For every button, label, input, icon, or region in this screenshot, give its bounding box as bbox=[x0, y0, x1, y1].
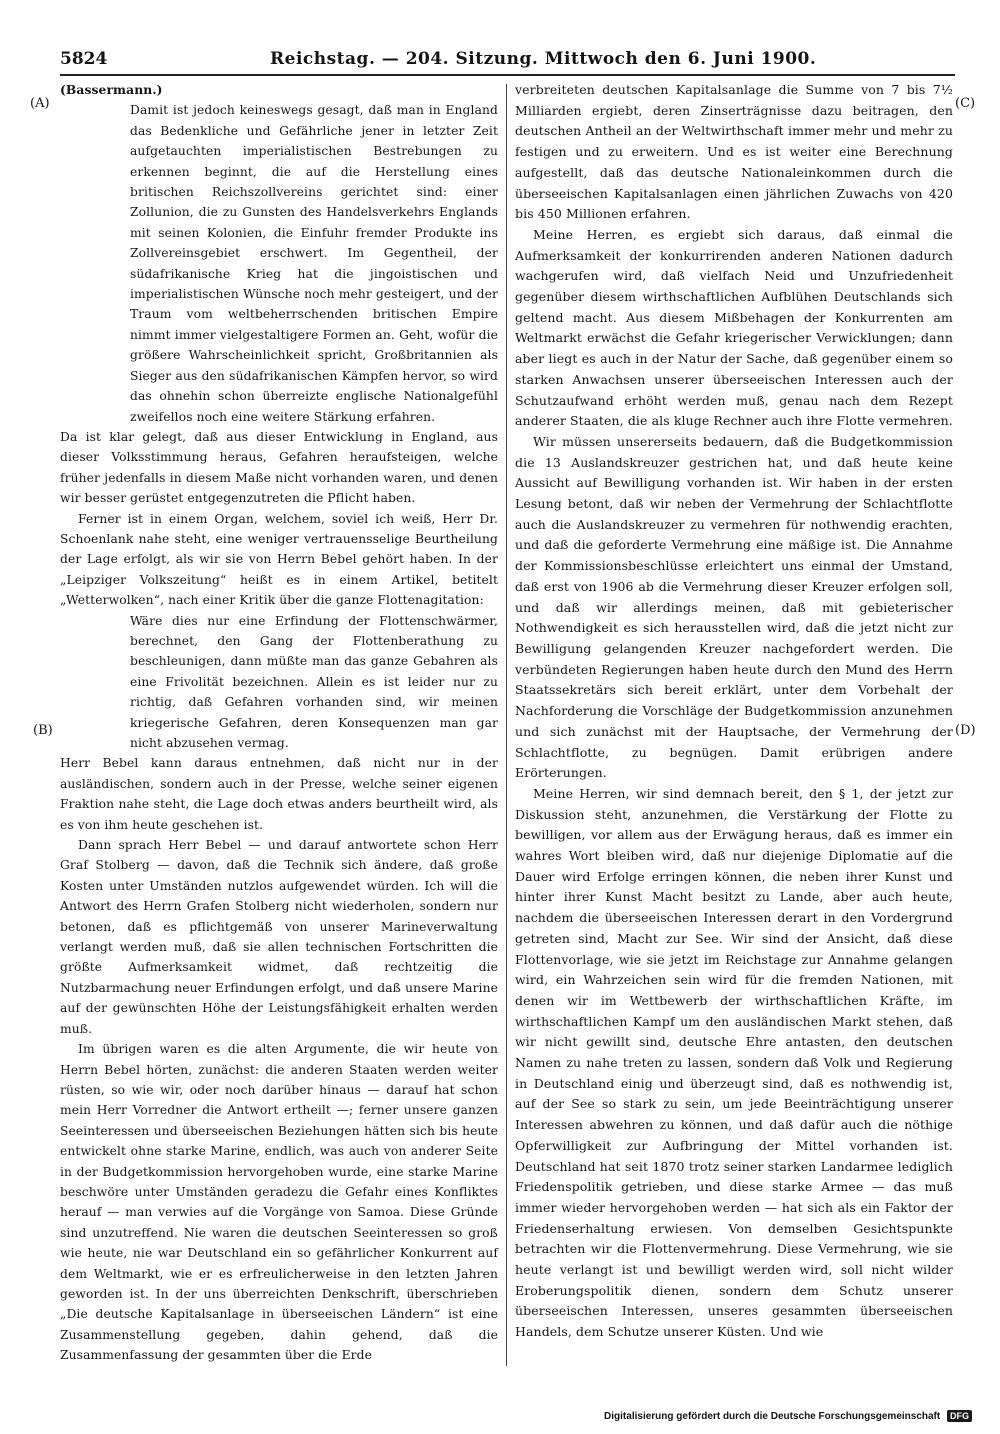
dfg-logo: DFG bbox=[947, 1410, 972, 1422]
paragraph: verbreiteten deutschen Kapitalsanlage die Summe von 7 bis 7½ Milliarden ergiebt, deren Zinserträgnisse dazu beitragen, den deutschen Antheil an der Weltwirthschaft immer mehr und mehr zu festigen und zu erweitern. Und es ist weiter eine Berechnung aufgestellt, daß das deutsche Nationaleinkommen durch die überseeischen Kapitalsanlagen einen jährlichen Zuwachs von 420 bis 450 Millionen erfahren. bbox=[515, 82, 953, 222]
paragraph: Ferner ist in einem Organ, welchem, soviel ich weiß, Herr Dr. Schoenlank nahe steht, eine weniger vertrauensselige Beurtheilung der Lage erfolgt, als wir sie von Herrn Bebel gehört haben. In der „Leipziger Volkszeitung“ heißt es in einem Artikel, betitelt „Wetterwolken“, nach einer Kritik über die ganze Flottenagitation: bbox=[60, 511, 498, 608]
quotation-1-text: Damit ist jedoch keineswegs gesagt, daß man in England das Bedenkliche und Gefährliche jener in letzter Zeit aufgetauchten imperialistischen Bestrebungen zu erkennen beginnt, die auf die Herstellung eines britischen Reichszollvereins gerichtet sind: einer Zollunion, die zu Gunsten des Handelsverkehrs Englands mit seinen Kolonien, die Einfuhr fremder Produkte ins Zollvereinsgebiet erschwert. Im Gegentheil, der südafrikanische Krieg hat die jingoistischen und imperialistischen Wünsche noch mehr gesteigert, und der Traum vom weltbeherrschenden britischen Empire nimmt immer vielgestaltigere Formen an. Geht, wofür die größere Wahrscheinlichkeit spricht, Großbritannien als Sieger aus den südafrikanischen Kämpfen hervor, so wird das ohnehin schon überreizte englische Nationalgefühl zweifellos noch eine weitere Stärkung erfahren. bbox=[130, 103, 498, 424]
quotation-2 bbox=[130, 611, 498, 754]
paragraph: Meine Herren, es ergiebt sich daraus, daß einmal die Aufmerksamkeit der konkurrirenden anderen Nationen dadurch wachgerufen wird, daß vielfach Neid und Unzufriedenheit gegenüber diesem wirthschaftlichen Aufblühen Deutschlands sich geltend macht. Aus diesem Mißbehagen der Konkurrenten am Weltmarkt erwächst die Gefahr kriegerischer Verwicklungen; dann aber liegt es auch in der Natur der Sache, daß gegenüber einem so starken Anwachsen unserer überseeischen Interessen auch der Schutzaufwand erhöht werden muß, genau nach dem Rezept anderer Staaten, die als kluge Rechner auch ihre Flotte vermehren. bbox=[515, 226, 953, 429]
right-column bbox=[515, 80, 953, 1370]
digitization-credit bbox=[604, 1410, 972, 1422]
speaker-name: (Bassermann.) bbox=[60, 82, 163, 97]
margin-mark-d: (D) bbox=[955, 723, 976, 738]
page-header bbox=[60, 46, 955, 72]
margin-mark-a: (A) bbox=[30, 96, 50, 111]
page-number: 5824 bbox=[60, 49, 108, 69]
header-rule bbox=[60, 74, 955, 76]
quotation-1 bbox=[130, 100, 498, 427]
paragraph: Da ist klar gelegt, daß aus dieser Entwicklung in England, aus dieser Volksstimmung heraus, Gefahren heraufsteigen, welche früher jedenfalls in diesem Maße nicht vorhanden waren, und denen wir besser gerüstet entgegenzutreten die Pflicht haben. bbox=[60, 429, 498, 506]
margin-mark-b: (B) bbox=[33, 723, 53, 738]
paragraph: Herr Bebel kann daraus entnehmen, daß nicht nur in der ausländischen, sondern auch in der Presse, welche seiner eigenen Fraktion nahe steht, die Lage doch etwas anders beurtheilt wird, als es von ihm heute geschehen ist. bbox=[60, 756, 498, 832]
credit-text: Digitalisierung gefördert durch die Deutsche Forschungsgemeinschaft bbox=[604, 1411, 941, 1422]
quotation-2-text: Wäre dies nur eine Erfindung der Flottenschwärmer, berechnet, den Gang der Flottenberathung zu beschleunigen, dann müßte man das ganze Gebahren als eine Frivolität bezeichnen. Allein es ist leider nur zu richtig, daß Gefahren vorhanden sind, wir meinen kriegerische Gefahren, deren Konsequenzen man gar nicht abzusehen vermag. bbox=[130, 613, 498, 750]
paragraph: Meine Herren, wir sind demnach bereit, den § 1, der jetzt zur Diskussion steht, anzunehmen, die Verstärkung der Flotte zu bewilligen, vor allem aus der Erwägung heraus, daß es immer ein wahres Wort bleiben wird, daß nur diejenige Diplomatie auf die Dauer wird Erfolge erringen können, die neben ihrer Kunst und hinter ihrer Kunst Macht besitzt zu Lande, aber auch heute, nachdem die überseeischen Interessen derart in den Vordergrund getreten sind, Macht zur See. Wir sind der Ansicht, daß diese Flottenvorlage, wie sie jetzt im Reichstage zur Annahme gelangen wird, ein Wahrzeichen sein wird für die fremden Nationen, mit denen wir im Wettbewerb der wirthschaftlichen Kräfte, im wirthschaftlichen Kampf um den ausländischen Markt stehen, daß wir nicht gewillt sind, deutsche Ehre antasten, den deutschen Namen zu nahe treten zu lassen, sondern daß Volk und Regierung in Deutschland einig und überzeugt sind, daß es nothwendig ist, auf der See so stark zu sein, um jede Beeinträchtigung unserer Interessen abwehren zu können, und daß dafür auch die nöthige Opferwilligkeit zur Aufbringung der Mittel vorhanden ist. Deutschland hat seit 1870 trotz seiner starken Landarmee lediglich Friedenspolitik getrieben, und diese starke Armee — das muß immer wieder hervorgehoben werden — hat sich als ein Faktor der Friedenserhaltung erwiesen. Von demselben Gesichtspunkte betrachten wir die Flottenvermehrung. Diese Vermehrung, wie sie heute verlangt ist und bewilligt werden wird, soll nicht wilder Eroberungspolitik dienen, sondern dem Schutz unserer überseeischen Interessen, unseres gesammten überseeischen Handels, dem Schutze unserer Küsten. Und wie bbox=[515, 785, 953, 1340]
left-column bbox=[60, 80, 498, 1370]
margin-mark-c: (C) bbox=[955, 96, 976, 111]
paragraph: Wir müssen unsererseits bedauern, daß die Budgetkommission die 13 Auslandskreuzer gestrichen hat, und daß heute keine Aussicht auf Bewilligung vorhanden ist. Wir haben in der ersten Lesung betont, daß wir neben der Vermehrung der Schlachtflotte auch die Auslandskreuzer zu vermehren für nothwendig erachten, und daß die geforderte Vermehrung eine mäßige ist. Die Annahme der Kommissionsbeschlüsse erleichtert uns einmal der Umstand, daß erst von 1906 ab die Vermehrung dieser Kreuzer erfolgen soll, und daß wir allerdings meinen, daß mit gebieterischer Nothwendigkeit es sich herausstellen wird, daß die jetzt nicht zur Bewilligung gelangenden Kreuzer nachgefordert werden. Die verbündeten Regierungen haben heute durch den Mund des Herrn Staatssekretärs sich bereit erklärt, unter dem Vorbehalt der Nachforderung die Vorschläge der Budgetkommission anzunehmen und sich zunächst mit der Hauptsache, der Vermehrung der Schlachtflotte, zu begnügen. Damit erübrigen andere Erörterungen. bbox=[515, 433, 953, 781]
paragraph: Dann sprach Herr Bebel — und darauf antwortete schon Herr Graf Stolberg — davon, daß die Technik sich ändere, daß große Kosten unter Umständen nutzlos aufgewendet würden. Ich will die Antwort des Herrn Grafen Stolberg nicht wiederholen, sondern nur betonen, daß es pflichtgemäß von unserer Marineverwaltung verlangt werden muß, daß sie allen technischen Fortschritten die größte Aufmerksamkeit widmet, daß rechtzeitig die Nutzbarmachung neuer Erfindungen erfolgt, und daß unsere Marine auf der gewünschten Höhe der Leistungsfähigkeit erhalten werden muß. bbox=[60, 838, 498, 1036]
column-divider bbox=[506, 84, 507, 1366]
paragraph: Im übrigen waren es die alten Argumente, die wir heute von Herrn Bebel hörten, zunächst: die anderen Staaten werden weiter rüsten, so wie wir, oder noch darüber hinaus — darauf hat schon mein Herr Vorredner die Antwort ertheilt —; ferner unsere ganzen Seeinteressen und überseeischen Beziehungen hätten sich bis heute entwickelt ohne starke Marine, endlich, was auch von anderer Seite in der Budgetkommission hervorgehoben wurde, eine starke Marine beschwöre unter Umständen geradezu die Gefahr eines Konfliktes herauf — man verwies auf die Vorgänge von Samoa. Diese Gründe sind unzutreffend. Nie waren die deutschen Seeinteressen so groß wie heute, nie war Deutschland ein so gefährlicher Konkurrent auf dem Weltmarkt, wie er es erfreulicherweise in den letzten Jahren geworden ist. In der uns überreichten Denkschrift, überschrieben „Die deutsche Kapitalsanlage in überseeischen Ländern“ ist eine Zusammenstellung gegeben, dahin gehend, daß die Zusammenfassung der gesammten über die Erde bbox=[60, 1042, 498, 1363]
running-title: Reichstag. — 204. Sitzung. Mittwoch den 6. Juni 1900. bbox=[270, 49, 817, 69]
